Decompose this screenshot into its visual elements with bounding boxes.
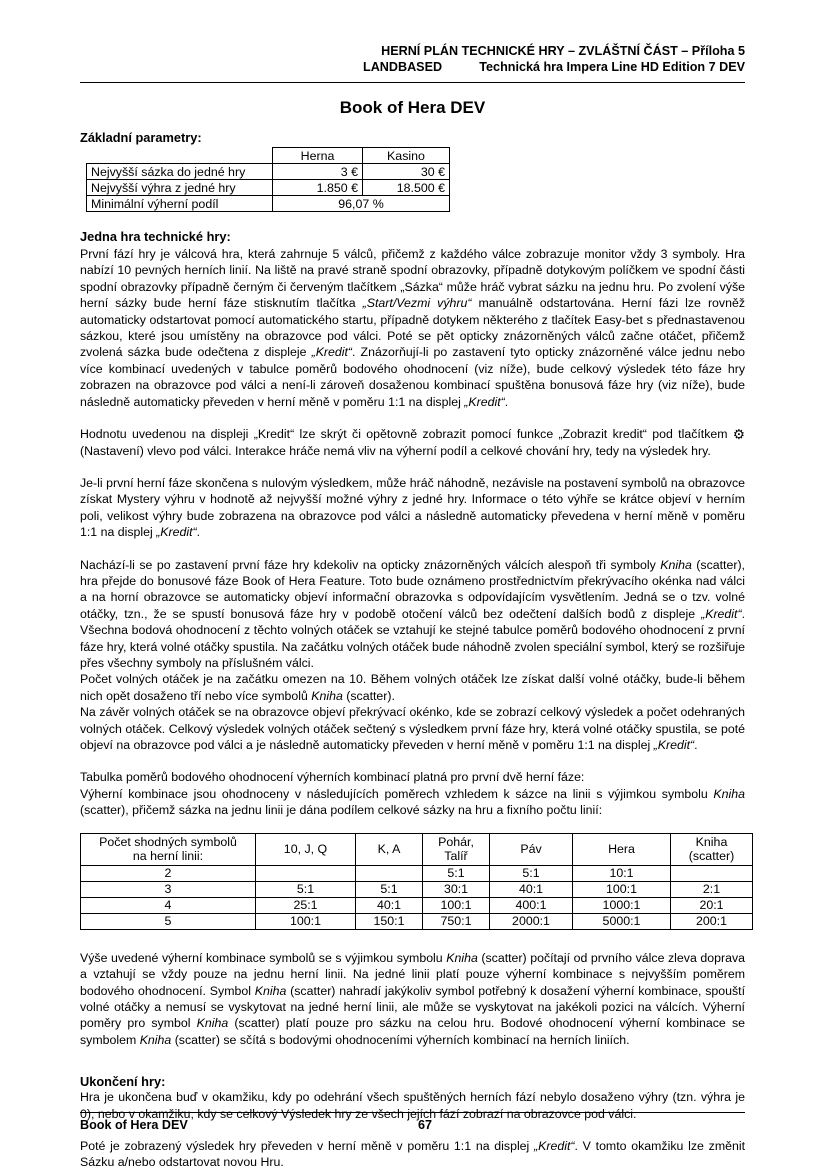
text-run: . Znázorňují-li po zastavení tyto opticky znázorněné válce jednu nebo více kombinací uvedených v tabulce poměrů bodového ohodnocení (viz níže), bude celkový výsledek této fáze hry zobrazen na obrazovce pod válci a není-li zároveň dosaženou kombinací spuštěna bonusová fáze hry (viz níže), bude následně automaticky převeden v herní měně v poměru 1:1 na displej	[80, 345, 746, 409]
text-run: (scatter), hra přejde do bonusové fáze Book of Hera Feature. Toto bude oznámeno prostřednictvím překrývacího okénka nad válci a na horní obrazovce se automaticky objeví informační obrazovka s odpovídajícím vysvětlením. Jedná se o tzv. volné otáčky, tzn., že se spustí bonusová fáze hry v podobě otočení válců bez odečtení dalších bodů z displeje	[80, 557, 745, 621]
table-cell: 5:1	[356, 881, 423, 897]
payout-table	[80, 833, 753, 930]
game-section-heading: Jedna hra technické hry:	[80, 229, 231, 244]
table-cell: 3 €	[273, 164, 363, 180]
row-label: Nejvyšší výhra z jedné hry	[87, 180, 273, 196]
text-run: (scatter), přičemž sázka na jednu linii je dána podílem celkové sázky na hru a fixního počtu linií:	[80, 803, 603, 818]
text-run: . Všechna bodová ohodnocení z těchto volných otáček se vztahují ke stejné tabulce poměrů bodového ohodnocení z první fáze hry, která volné otáčky spustila. Na začátku volných otáček bude náhodně zvolen speciální symbol, který se rozšiřuje přes všechny symboly na příslušném válci.	[80, 606, 745, 671]
paragraph	[80, 786, 745, 819]
table-cell: 25:1	[256, 897, 356, 913]
header-subtitle-line	[80, 60, 745, 75]
text-run: (Nastavení) vlevo pod válci. Interakce hráče nemá vliv na výherní podíl a celkové chování hry, tedy na výsledek hry.	[80, 443, 711, 458]
table-row	[81, 897, 753, 913]
text-run: První fází hry je válcová hra, která zahrnuje 5 válců, přičemž z každého válce zobrazuje monitor vždy 3 symboly. Hra nabízí 10 pevných herních linií. Na liště na pravé straně spodní obrazovky, případně dotykovým políčkem ve spodní části spodní obrazovky případně černým či červeným tlačítkem „Sázka“ může hráč vybrat sázku na jednu hru. Po zvolení výše herní sázky bude herní fáze stisknutím tlačítka	[80, 247, 745, 311]
row-label: Nejvyšší sázka do jedné hry	[87, 164, 273, 180]
table-header-row	[81, 833, 753, 865]
table-cell: 1000:1	[573, 897, 671, 913]
table-cell: 200:1	[671, 913, 753, 929]
gear-icon: ⚙	[732, 427, 745, 444]
basic-params-heading: Základní parametry:	[80, 130, 202, 145]
table-row	[87, 196, 450, 212]
table-cell: 100:1	[573, 881, 671, 897]
text-run: Nachází-li se po zastavení první fáze hry kdekoliv na opticky znázorněných válcích alespoň tři symboly	[80, 557, 661, 572]
table-cell: 400:1	[490, 897, 573, 913]
text-run: Kniha	[139, 1032, 172, 1047]
text-run: Výše uvedené výherní kombinace symbolů se s výjimkou symbolu	[80, 950, 447, 965]
text-run: Kniha	[311, 688, 343, 703]
table-cell: 5:1	[490, 865, 573, 881]
text-run: (scatter) se sčítá s bodovými ohodnoceními výherních kombinací na herních liniích.	[171, 1032, 630, 1047]
table-row	[81, 881, 753, 897]
table-cell	[356, 865, 423, 881]
table-cell: 5:1	[423, 865, 490, 881]
text-run: (scatter) platí pouze pro sázku na celou hru. Bodové ohodnocení výherní kombinace se symbolem	[80, 1016, 745, 1047]
column-header: K, A	[356, 833, 423, 865]
text-run: „Kredit“	[701, 606, 742, 621]
text-run: (scatter) nahradí jakýkoliv symbol potřebný k dosažení výherní kombinace, spouští volné otáčky a nemusí se vyskytovat na jedné herní linii, ale může se vyskytovat na jakékoli pozici na válcích. Výherní poměry pro symbol	[80, 983, 745, 1031]
table-cell	[87, 148, 273, 164]
table-cell: 30 €	[363, 164, 450, 180]
row-label: Minimální výherní podíl	[87, 196, 273, 212]
paragraph	[80, 475, 745, 541]
table-cell: 18.500 €	[363, 180, 450, 196]
text-run: Poté je zobrazený výsledek hry převeden v herní měně v poměru 1:1 na displej	[80, 1138, 535, 1153]
table-cell: 20:1	[671, 897, 753, 913]
table-cell	[256, 865, 356, 881]
table-cell	[671, 865, 753, 881]
footer-document-name: Book of Hera DEV	[80, 1118, 188, 1132]
text-run: (scatter) počítají od prvního válce zleva doprava a vztahují se vždy pouze na jednu herní linii. Na jedné linii platí pouze výherní kombinace s nejvyšším poměrem bodového ohodnocení. Symbol	[80, 950, 745, 998]
table-cell: 1.850 €	[273, 180, 363, 196]
table-cell: 2000:1	[490, 913, 573, 929]
table-cell: 150:1	[356, 913, 423, 929]
paragraph	[80, 769, 745, 785]
table-cell: 2	[81, 865, 256, 881]
text-run: Je-li první herní fáze skončena s nulovým výsledkem, může hráč náhodně, nezávisle na postavení symbolů na obrazovce získat Mystery výhru v hodnotě až nejvyšší možné výhry z jedné hry. Informace o této výhře se krátce objeví v herním poli, velikost výhry bude zobrazena na obrazovce pod válci a následně automaticky převedena v herní měně v poměru 1:1 na displej	[80, 475, 745, 540]
table-row	[81, 865, 753, 881]
table-cell: 40:1	[356, 897, 423, 913]
text-run: Kniha	[196, 1016, 229, 1031]
table-cell: 10:1	[573, 865, 671, 881]
paragraph	[80, 1138, 745, 1169]
text-run: „Kredit“	[534, 1138, 575, 1153]
table-row	[87, 164, 450, 180]
text-run: . V tomto okamžiku lze změnit Sázku a/nebo odstartovat novou Hru.	[80, 1138, 745, 1169]
column-header-herna: Herna	[273, 148, 363, 164]
table-cell: 750:1	[423, 913, 490, 929]
basic-params-table	[86, 147, 450, 212]
paragraph	[80, 704, 745, 753]
table-cell: 100:1	[423, 897, 490, 913]
text-run: Výherní kombinace jsou ohodnoceny v následujících poměrech vzhledem k sázce na linii s výjimkou symbolu	[80, 786, 714, 801]
table-cell: 30:1	[423, 881, 490, 897]
text-run: Hodnotu uvedenou na displeji „Kredit“ lze skrýt či opětovně zobrazit pomocí funkce „Zobrazit kredit“ pod tlačítkem	[80, 427, 733, 442]
text-run: Kniha	[254, 983, 287, 998]
table-cell: 2:1	[671, 881, 753, 897]
text-run: .	[694, 738, 698, 753]
header-landbased-label: LANDBASED	[363, 60, 443, 74]
header-title-line: HERNÍ PLÁN TECHNICKÉ HRY – ZVLÁŠTNÍ ČÁST – Příloha 5	[381, 44, 745, 58]
text-run: manuálně odstartována. Herní fázi lze rovněž automaticky odstartovat pomocí automatického startu, případně dotykem některého z tlačítek Easy-bet s přednastavenou sázkou, které jsou umístěny na obrazovce pod válci. Poté se pět opticky znázorněných válců začne otáčet, přičemž zvolená sázka bude odečtena z displeje	[80, 296, 746, 360]
table-cell: 5	[81, 913, 256, 929]
document-footer	[80, 1112, 745, 1132]
column-header-kasino: Kasino	[363, 148, 450, 164]
text-run: Kniha	[713, 786, 745, 801]
text-run: Tabulka poměrů bodového ohodnocení výherních kombinací platná pro první dvě herní fáze:	[80, 770, 585, 785]
table-cell: 40:1	[490, 881, 573, 897]
paragraph	[80, 246, 745, 410]
text-run: Kniha	[446, 950, 478, 965]
paragraph	[80, 671, 745, 704]
table-cell-merged: 96,07 %	[273, 196, 450, 212]
page-title: Book of Hera DEV	[339, 98, 486, 117]
column-header: Pohár, Talíř	[423, 833, 490, 865]
table-row	[87, 180, 450, 196]
column-header: Hera	[573, 833, 671, 865]
header-divider	[80, 82, 745, 83]
text-run: .	[504, 394, 509, 409]
text-run: „Kredit“	[156, 525, 197, 540]
text-run: „Kredit“	[311, 345, 353, 360]
header-product-name: Technická hra Impera Line HD Edition 7 DEV	[479, 60, 745, 74]
table-cell: 5:1	[256, 881, 356, 897]
text-run: „Start/Vezmi výhru“	[362, 296, 472, 311]
text-run: „Kredit“	[653, 738, 695, 753]
table-row	[81, 913, 753, 929]
text-run: Na závěr volných otáček se na obrazovce objeví překrývací okénko, kde se zobrazí celkový výsledek a počet odehraných volných otáček. Celkový výsledek volných otáček sečtený s výsledkem první fáze hry, která volné otáčky spustila, se poté objeví na obrazovce pod válci a je následně automaticky převeden v herní měně v poměru 1:1 na displej	[80, 705, 745, 753]
table-row	[87, 148, 450, 164]
text-run: .	[196, 525, 201, 540]
end-section-heading: Ukončení hry:	[80, 1074, 166, 1090]
footer-page-number: 67	[418, 1118, 433, 1132]
paragraph	[80, 557, 745, 672]
table-cell: 3	[81, 881, 256, 897]
table-cell: 5000:1	[573, 913, 671, 929]
column-header: Počet shodných symbolů na herní linii:	[81, 833, 256, 865]
text-run: Počet volných otáček je na začátku omezen na 10. Během volných otáček lze získat další volné otáčky, bude-li během nich opět dosaženo tří nebo více symbolů	[80, 672, 745, 703]
column-header: Kniha (scatter)	[671, 833, 753, 865]
paragraph	[80, 950, 745, 1048]
text-run: (scatter).	[342, 688, 395, 703]
text-run: Hra je ukončena buď v okamžiku, kdy po odehrání všech spuštěných herních fází nebylo dosaženo výhry (tzn. výhra je 0), nebo v okamžiku, kdy se celkový Výsledek hry ze všech jejích fází zobrazí na obrazovce pod válci.	[80, 1090, 745, 1121]
paragraph	[80, 426, 745, 459]
table-cell: 4	[81, 897, 256, 913]
document-header	[80, 0, 745, 83]
column-header: 10, J, Q	[256, 833, 356, 865]
text-run: Kniha	[660, 557, 692, 572]
column-header: Páv	[490, 833, 573, 865]
text-run: „Kredit“	[464, 394, 505, 409]
table-cell: 100:1	[256, 913, 356, 929]
